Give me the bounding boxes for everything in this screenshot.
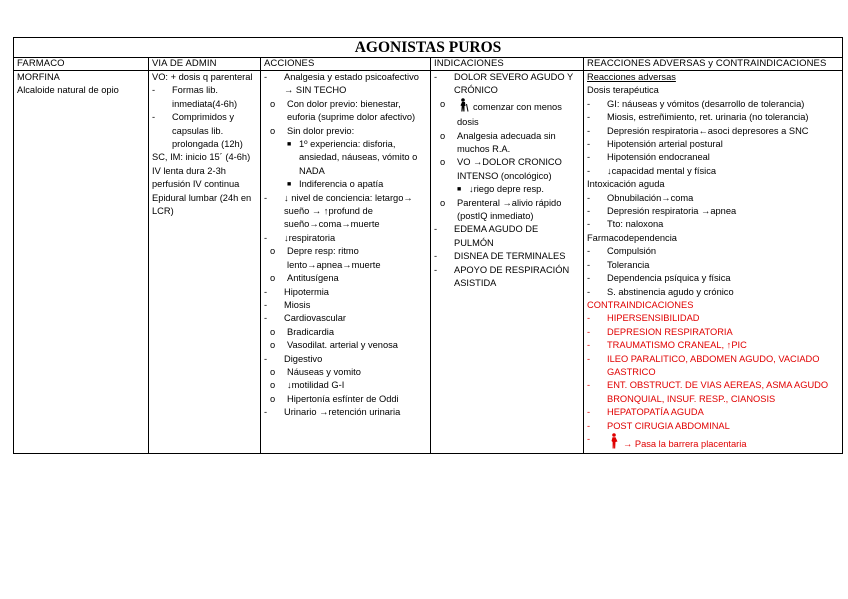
list-item-body bbox=[469, 183, 580, 196]
list-item bbox=[264, 379, 427, 392]
list-item bbox=[434, 223, 580, 250]
bullet-marker: - bbox=[264, 299, 268, 310]
list-item bbox=[587, 326, 839, 339]
list-item-text: Dosis terapéutica bbox=[587, 85, 659, 96]
list-item bbox=[587, 125, 839, 138]
bullet-marker: - bbox=[587, 165, 591, 176]
list-item-body bbox=[284, 286, 427, 299]
list-item-body bbox=[172, 84, 257, 111]
bullet-marker: - bbox=[587, 340, 591, 351]
list-item-body bbox=[284, 192, 427, 232]
list-item bbox=[434, 98, 580, 130]
list-item bbox=[587, 353, 839, 380]
bullet-marker: o bbox=[270, 380, 276, 391]
list-item-body bbox=[284, 406, 427, 419]
list-item-body bbox=[287, 366, 427, 379]
list-item-text: ILEO PARALITICO, ABDOMEN AGUDO, VACIADO GASTRICO bbox=[607, 353, 820, 377]
list-item bbox=[587, 299, 839, 312]
header-reacciones: REACCIONES ADVERSAS y CONTRAINDICACIONES bbox=[584, 58, 843, 71]
list-item bbox=[587, 433, 839, 453]
list-item bbox=[152, 165, 257, 219]
list-item-body bbox=[607, 406, 839, 419]
list-item bbox=[587, 151, 839, 164]
bullet-marker: - bbox=[264, 313, 268, 324]
list-item bbox=[264, 326, 427, 339]
bullet-marker: o bbox=[440, 157, 446, 168]
bullet-marker: - bbox=[264, 407, 268, 418]
list-item bbox=[264, 178, 427, 191]
list-item-text: VO: + dosis q parenteral bbox=[152, 72, 253, 82]
list-item-body bbox=[607, 205, 839, 218]
list-item-body bbox=[287, 339, 427, 352]
list-item bbox=[264, 353, 427, 366]
list-item bbox=[587, 205, 839, 218]
list-item-body bbox=[607, 312, 839, 325]
list-item-body bbox=[287, 125, 427, 138]
list-item-text: Digestivo bbox=[284, 353, 323, 364]
list-item-body bbox=[454, 250, 580, 263]
list-item-body bbox=[607, 192, 839, 205]
list-item-text: Farmacodependencia bbox=[587, 232, 677, 243]
list-item-text: Hipotensión endocraneal bbox=[607, 152, 710, 163]
bullet-marker: o bbox=[270, 98, 276, 109]
list-item-text: Vasodilat. arterial y venosa bbox=[287, 340, 398, 351]
list-item-body bbox=[299, 138, 427, 178]
list-item-body bbox=[287, 98, 427, 125]
list-item-body bbox=[607, 111, 839, 124]
bullet-marker: - bbox=[587, 206, 591, 217]
list-item bbox=[264, 406, 427, 419]
list-item-text: DEPRESION RESPIRATORIA bbox=[607, 326, 733, 337]
list-item bbox=[587, 312, 839, 325]
list-item-text: Analgesia adecuada sin muchos R.A. bbox=[457, 130, 556, 155]
list-item-text: TRAUMATISMO CRANEAL, ↑PIC bbox=[607, 340, 747, 351]
bullet-marker: o bbox=[270, 366, 276, 377]
bullet-marker: - bbox=[587, 112, 591, 123]
bullet-marker: - bbox=[152, 85, 156, 96]
list-item-body bbox=[284, 299, 427, 312]
list-item-text: 1º experiencia: disforia, ansiedad, náuseas, vómito o NADA bbox=[299, 139, 418, 176]
bullet-marker: - bbox=[264, 232, 268, 243]
bullet-marker: - bbox=[587, 433, 591, 444]
list-item-text: → Pasa la barrera placentaria bbox=[623, 438, 747, 449]
list-item-body bbox=[172, 111, 257, 151]
list-item bbox=[587, 71, 839, 84]
list-item-body bbox=[607, 353, 839, 380]
list-item-text: Analgesia y estado psicoafectivo → SIN TECHO bbox=[284, 72, 419, 96]
bullet-marker: o bbox=[270, 125, 276, 136]
list-item-body bbox=[454, 223, 580, 250]
list-item bbox=[152, 111, 257, 151]
bullet-marker: - bbox=[434, 224, 438, 235]
list-item-body bbox=[284, 71, 427, 98]
list-item bbox=[587, 232, 839, 245]
table-title: AGONISTAS PUROS bbox=[14, 38, 843, 58]
bullet-marker: o bbox=[270, 393, 276, 404]
list-item-body bbox=[457, 156, 580, 183]
list-item-text: Indiferencia o apatía bbox=[299, 179, 384, 190]
list-item bbox=[587, 379, 839, 406]
list-item bbox=[587, 259, 839, 272]
list-item bbox=[264, 272, 427, 285]
bullet-marker: o bbox=[440, 130, 446, 141]
list-item bbox=[264, 299, 427, 312]
list-item-body bbox=[607, 151, 839, 164]
list-item-body bbox=[607, 272, 839, 285]
list-item bbox=[587, 218, 839, 231]
list-item-text: HIPERSENSIBILIDAD bbox=[607, 313, 700, 324]
list-item-body bbox=[607, 379, 839, 406]
list-item-body bbox=[607, 245, 839, 258]
bullet-marker: o bbox=[270, 340, 276, 351]
list-item-text: Formas lib. inmediata(4-6h) bbox=[172, 85, 238, 109]
list-item-body bbox=[607, 286, 839, 299]
bullet-marker: - bbox=[587, 192, 591, 203]
cell-acciones bbox=[261, 71, 431, 454]
list-item bbox=[152, 84, 257, 111]
list-item-body bbox=[287, 393, 427, 406]
pregnant-woman-icon bbox=[609, 433, 619, 453]
bullet-marker: - bbox=[587, 420, 591, 431]
list-item bbox=[587, 420, 839, 433]
bullet-marker: - bbox=[587, 125, 591, 136]
bullet-marker: - bbox=[264, 353, 268, 364]
list-item bbox=[587, 98, 839, 111]
cell-reacciones bbox=[584, 71, 843, 454]
list-item-text: ↓motilidad G-I bbox=[287, 380, 345, 391]
list-item-text: Depre resp: ritmo lento→apnea→muerte bbox=[287, 246, 381, 270]
list-item bbox=[264, 232, 427, 245]
list-item-text: IV lenta dura 2-3h perfusión IV continua Epidural lumbar (24h en LCR) bbox=[152, 165, 252, 217]
cell-indicaciones bbox=[431, 71, 584, 454]
list-item-text: Reacciones adversas bbox=[587, 72, 676, 82]
list-item bbox=[587, 286, 839, 299]
list-item bbox=[264, 286, 427, 299]
drug-description: Alcaloide natural de opio bbox=[17, 85, 119, 96]
bullet-marker: - bbox=[264, 72, 268, 82]
list-item-body bbox=[607, 433, 839, 453]
list-item-text: Dependencia psíquica y física bbox=[607, 273, 731, 284]
list-item-text: S. abstinencia agudo y crónico bbox=[607, 286, 734, 297]
list-item-text: DISNEA DE TERMINALES bbox=[454, 251, 566, 262]
list-item bbox=[434, 71, 580, 98]
list-item-text: comenzar con menos dosis bbox=[457, 101, 562, 128]
list-item bbox=[587, 178, 839, 191]
bullet-marker: ■ bbox=[457, 186, 462, 194]
bullet-marker: - bbox=[587, 219, 591, 230]
list-item-text: ↓ nivel de conciencia: letargo→ sueño → ↑profund de sueño→coma→muerte bbox=[284, 192, 413, 230]
list-item-body bbox=[457, 130, 580, 157]
list-item bbox=[587, 406, 839, 419]
list-item-body bbox=[607, 138, 839, 151]
list-item-body bbox=[287, 272, 427, 285]
list-item-text: ↓capacidad mental y física bbox=[607, 165, 717, 176]
cell-farmaco bbox=[14, 71, 149, 454]
list-item-text: CONTRAINDICACIONES bbox=[587, 299, 694, 310]
list-item bbox=[587, 339, 839, 352]
bullet-marker: - bbox=[264, 192, 268, 203]
list-item bbox=[264, 192, 427, 232]
bullet-marker: - bbox=[587, 313, 591, 324]
list-item-body bbox=[607, 125, 839, 138]
bullet-marker: o bbox=[440, 197, 446, 208]
list-item-body bbox=[607, 339, 839, 352]
bullet-marker: - bbox=[587, 273, 591, 284]
bullet-marker: ■ bbox=[287, 141, 292, 149]
list-item-body bbox=[284, 312, 427, 325]
list-item bbox=[434, 264, 580, 291]
list-item-body bbox=[607, 420, 839, 433]
list-item bbox=[264, 98, 427, 125]
list-item-text: SC, IM: inicio 15´ (4-6h) bbox=[152, 152, 251, 163]
list-item-text: Antitusígena bbox=[287, 273, 339, 284]
list-item bbox=[264, 339, 427, 352]
list-item-text: POST CIRUGIA ABDOMINAL bbox=[607, 420, 730, 431]
list-item bbox=[264, 125, 427, 138]
list-item-text: Hipotensión arterial postural bbox=[607, 139, 723, 150]
list-item bbox=[434, 197, 580, 224]
list-item-body bbox=[607, 259, 839, 272]
header-indicaciones: INDICACIONES bbox=[431, 58, 584, 71]
bullet-marker: o bbox=[270, 326, 276, 337]
bullet-marker: - bbox=[587, 98, 591, 109]
bullet-marker: - bbox=[587, 353, 591, 364]
bullet-marker: o bbox=[270, 246, 276, 257]
header-acciones: ACCIONES bbox=[261, 58, 431, 71]
list-item bbox=[587, 111, 839, 124]
list-item-body bbox=[284, 353, 427, 366]
list-item bbox=[264, 71, 427, 98]
list-item-body bbox=[457, 98, 580, 130]
bullet-marker: - bbox=[434, 72, 438, 82]
list-item-text: Intoxicación aguda bbox=[587, 179, 665, 190]
list-item-text: GI: náuseas y vómitos (desarrollo de tolerancia) bbox=[607, 98, 805, 109]
list-item-text: Con dolor previo: bienestar, euforia (suprime dolor afectivo) bbox=[287, 98, 416, 123]
list-item-text: APOYO DE RESPIRACIÓN ASISTIDA bbox=[454, 264, 570, 289]
list-item-body bbox=[457, 197, 580, 224]
list-item bbox=[152, 151, 257, 164]
bullet-marker: - bbox=[587, 152, 591, 163]
bullet-marker: - bbox=[152, 112, 156, 123]
bullet-marker: - bbox=[587, 326, 591, 337]
list-item-text: Obnubilación→coma bbox=[607, 192, 694, 203]
bullet-marker: ■ bbox=[287, 181, 292, 189]
list-item bbox=[587, 165, 839, 178]
list-item bbox=[587, 245, 839, 258]
list-item-text: HEPATOPATÍA AGUDA bbox=[607, 407, 704, 418]
bullet-marker: - bbox=[587, 259, 591, 270]
list-item-body bbox=[454, 71, 580, 98]
list-item bbox=[264, 245, 427, 272]
bullet-marker: - bbox=[587, 407, 591, 418]
list-item bbox=[434, 183, 580, 196]
list-item bbox=[264, 312, 427, 325]
list-item-text: Hipertonía esfínter de Oddi bbox=[287, 393, 399, 404]
list-item-body bbox=[287, 326, 427, 339]
list-item-body bbox=[287, 379, 427, 392]
list-item-text: Tto: naloxona bbox=[607, 219, 664, 230]
list-item-body bbox=[607, 165, 839, 178]
list-item bbox=[434, 130, 580, 157]
list-item-text: Tolerancia bbox=[607, 259, 650, 270]
list-item bbox=[264, 138, 427, 178]
list-item-text: ENT. OBSTRUCT. DE VIAS AEREAS, ASMA AGUDO BRONQUIAL, INSUF. RESP., CIANOSIS bbox=[607, 380, 829, 404]
list-item bbox=[434, 156, 580, 183]
list-item bbox=[587, 84, 839, 97]
list-item-text: Depresión respiratoria →apnea bbox=[607, 206, 737, 217]
list-item-text: Parenteral →alivio rápido (postIQ inmediato) bbox=[457, 197, 562, 222]
header-farmaco: FARMACO bbox=[14, 58, 149, 71]
list-item-text: Miosis bbox=[284, 299, 311, 310]
list-item-body bbox=[284, 232, 427, 245]
list-item-text: Bradicardia bbox=[287, 326, 335, 337]
list-item-text: Hipotermia bbox=[284, 286, 329, 297]
list-item-body bbox=[299, 178, 427, 191]
list-item-text: Náuseas y vomito bbox=[287, 366, 361, 377]
list-item-text: Comprimidos y capsulas lib. prolongada (12h) bbox=[172, 112, 243, 150]
list-item-text: Depresión respiratoria←asoci depresores a SNC bbox=[607, 125, 809, 136]
bullet-marker: - bbox=[587, 246, 591, 257]
list-item bbox=[587, 192, 839, 205]
list-item-body bbox=[287, 245, 427, 272]
bullet-marker: o bbox=[270, 273, 276, 284]
list-item-text: ↓respiratoria bbox=[284, 232, 336, 243]
list-item bbox=[264, 366, 427, 379]
list-item-text: Compulsión bbox=[607, 246, 657, 257]
elderly-person-icon bbox=[459, 98, 469, 116]
list-item-text: Urinario →retención urinaria bbox=[284, 407, 401, 418]
list-item-body bbox=[607, 326, 839, 339]
list-item bbox=[152, 71, 257, 84]
list-item bbox=[264, 393, 427, 406]
bullet-marker: - bbox=[587, 380, 591, 391]
list-item bbox=[434, 250, 580, 263]
agonistas-table bbox=[13, 37, 843, 454]
cell-via-admin bbox=[149, 71, 261, 454]
list-item-text: ↓riego depre resp. bbox=[469, 184, 544, 195]
list-item-text: Sin dolor previo: bbox=[287, 125, 355, 136]
list-item-text: EDEMA AGUDO DE PULMÓN bbox=[454, 224, 539, 248]
bullet-marker: - bbox=[434, 251, 438, 262]
header-via-admin: VIA DE ADMIN bbox=[149, 58, 261, 71]
list-item-body bbox=[454, 264, 580, 291]
list-item-body bbox=[607, 218, 839, 231]
bullet-marker: o bbox=[440, 98, 446, 109]
drug-name: MORFINA bbox=[17, 72, 60, 82]
list-item bbox=[587, 272, 839, 285]
bullet-marker: - bbox=[434, 264, 438, 275]
list-item bbox=[587, 138, 839, 151]
bullet-marker: - bbox=[587, 139, 591, 150]
list-item-text: DOLOR SEVERO AGUDO Y CRÓNICO bbox=[454, 72, 574, 96]
list-item-text: Cardiovascular bbox=[284, 313, 347, 324]
bullet-marker: - bbox=[264, 286, 268, 297]
bullet-marker: - bbox=[587, 286, 591, 297]
list-item-body bbox=[607, 98, 839, 111]
list-item-text: Miosis, estreñimiento, ret. urinaria (no tolerancia) bbox=[607, 112, 809, 123]
list-item-text: VO →DOLOR CRONICO INTENSO (oncológico) bbox=[457, 157, 562, 181]
